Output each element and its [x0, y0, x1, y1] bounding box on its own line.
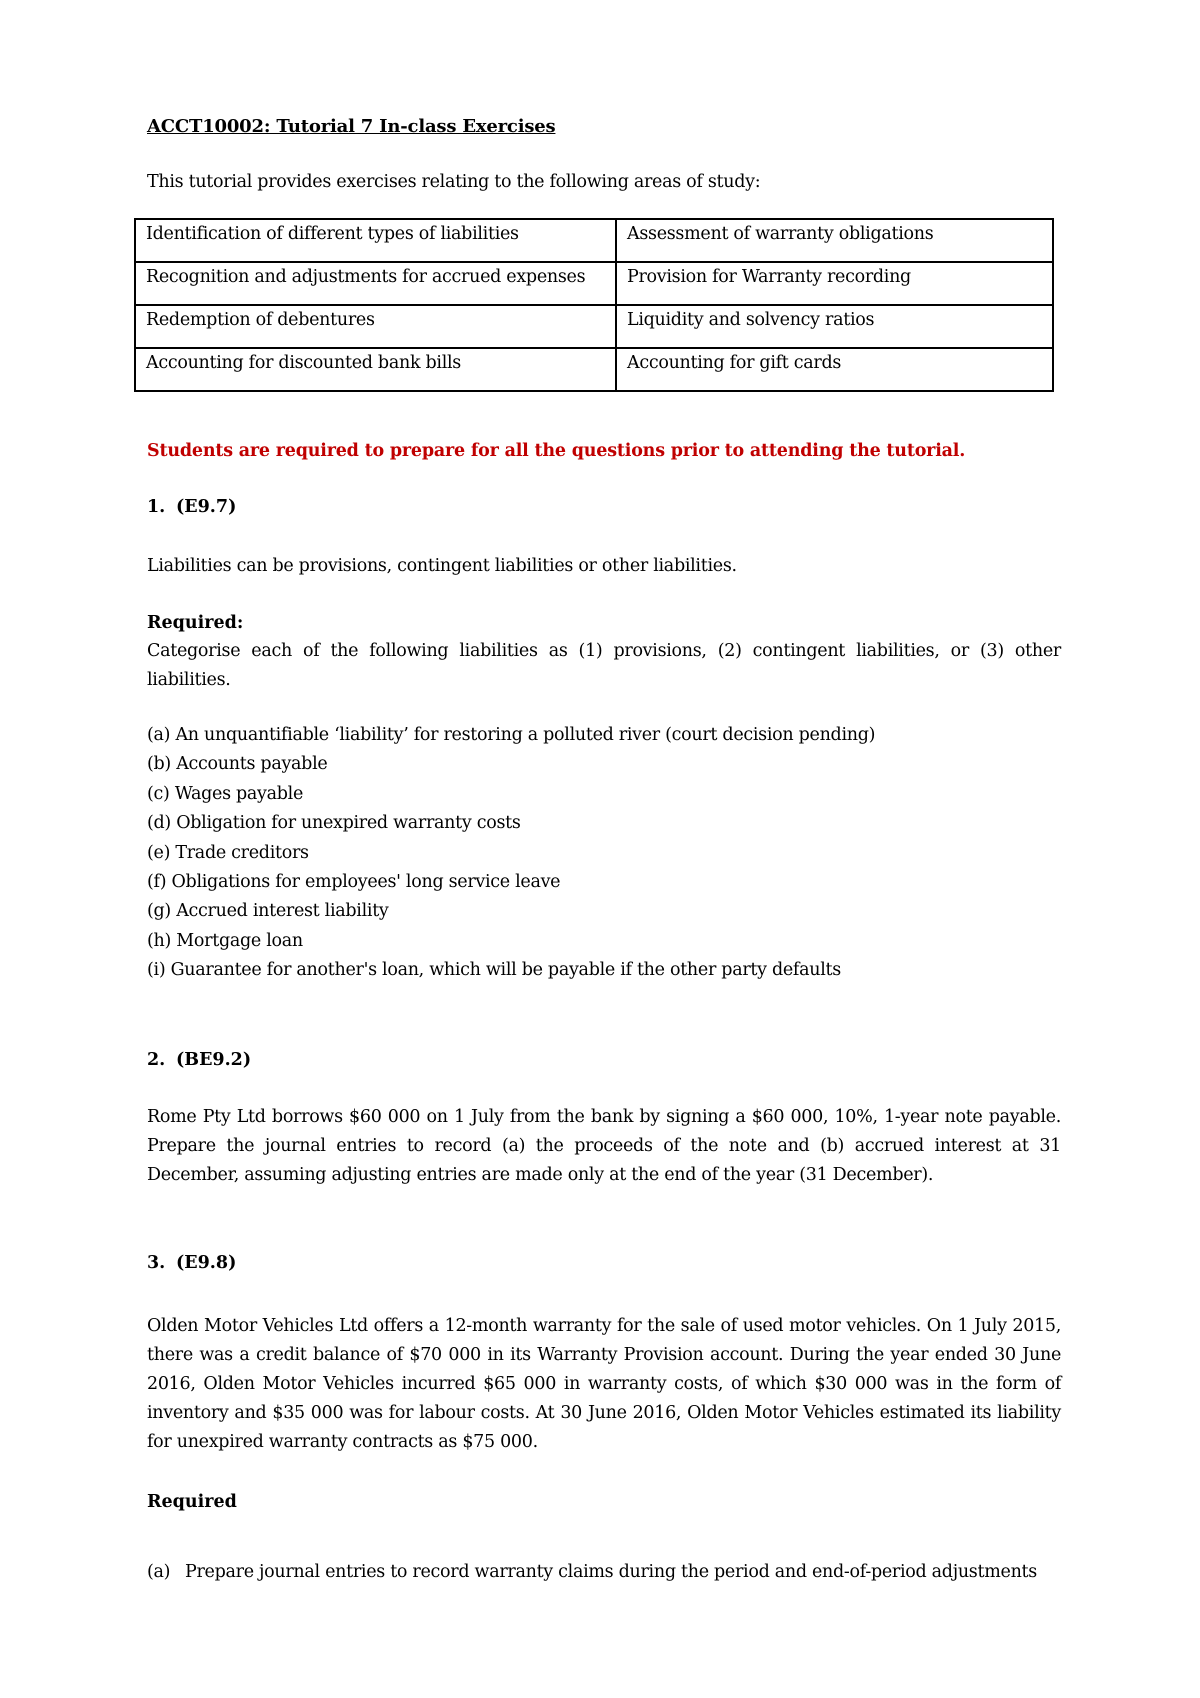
list-item: (e) Trade creditors [147, 842, 309, 863]
table-row [135, 305, 1053, 348]
topic-cell: Accounting for discounted bank bills [135, 348, 616, 391]
question-code: (E9.8) [176, 1253, 237, 1273]
question-1-heading [147, 497, 236, 517]
question-2-heading [147, 1050, 251, 1070]
question-3-heading [147, 1253, 236, 1273]
question-1-required-text: Categorise each of the following liabilities as (1) provisions, (2) contingent liabilities, or (3) other liabilities. [147, 641, 1061, 690]
topic-cell: Redemption of debentures [135, 305, 616, 348]
topics-table [134, 218, 1054, 392]
preparation-notice: Students are required to prepare for all the questions prior to attending the tutorial. [147, 441, 966, 461]
list-item: (f) Obligations for employees' long service leave [147, 872, 561, 893]
topic-cell: Accounting for gift cards [616, 348, 1053, 391]
table-row [135, 262, 1053, 305]
list-item: (a) An unquantifiable ‘liability’ for restoring a polluted river (court decision pending) [147, 725, 876, 745]
list-item: (h) Mortgage loan [147, 930, 303, 951]
part-label: (a) [147, 1562, 171, 1582]
list-item: (i) Guarantee for another's loan, which will be payable if the other party defaults [147, 960, 841, 981]
page-title: ACCT10002: Tutorial 7 In-class Exercises [147, 116, 556, 137]
table-row [135, 219, 1053, 262]
question-number: 3. [147, 1253, 166, 1273]
question-number: 2. [147, 1050, 166, 1070]
topic-cell: Assessment of warranty obligations [616, 219, 1053, 262]
topic-cell: Provision for Warranty recording [616, 262, 1053, 305]
list-item: (b) Accounts payable [147, 754, 328, 775]
question-1-statement: Liabilities can be provisions, contingent liabilities or other liabilities. [147, 556, 737, 576]
list-item: (d) Obligation for unexpired warranty costs [147, 813, 521, 834]
topic-cell: Identification of different types of liabilities [135, 219, 616, 262]
question-3-text: Olden Motor Vehicles Ltd offers a 12-month warranty for the sale of used motor vehicles. On 1 July 2015, there was a credit balance of $70 000 in its Warranty Provision account. During the year ended 30 June 2016, Olden Motor Vehicles incurred $65 000 in warranty costs, of which $30 000 was in the form of inventory and $35 000 was for labour costs. At 30 June 2016, Olden Motor Vehicles estimated its liability for unexpired warranty contracts as $75 000. [147, 1316, 1061, 1452]
question-number: 1. [147, 497, 166, 517]
question-code: (E9.7) [176, 497, 237, 517]
question-1-item-list [147, 721, 875, 986]
question-2-text: Rome Pty Ltd borrows $60 000 on 1 July from the bank by signing a $60 000, 10%, 1-year note payable. Prepare the journal entries to record (a) the proceeds of the note and (b) accrued interest at 31 December, assuming adjusting entries are made only at the end of the year (31 December). [147, 1107, 1061, 1185]
intro-text: This tutorial provides exercises relating to the following areas of study: [147, 172, 761, 192]
question-1-required-label: Required: [147, 613, 244, 633]
list-item: (c) Wages payable [147, 783, 304, 804]
topic-cell: Recognition and adjustments for accrued expenses [135, 262, 616, 305]
question-3-required-label: Required [147, 1492, 237, 1512]
part-text: Prepare journal entries to record warranty claims during the period and end-of-period adjustments [185, 1562, 1037, 1582]
table-row [135, 348, 1053, 391]
topic-cell: Liquidity and solvency ratios [616, 305, 1053, 348]
question-code: (BE9.2) [176, 1050, 252, 1070]
question-3-part-a [147, 1562, 1037, 1582]
list-item: (g) Accrued interest liability [147, 901, 389, 922]
